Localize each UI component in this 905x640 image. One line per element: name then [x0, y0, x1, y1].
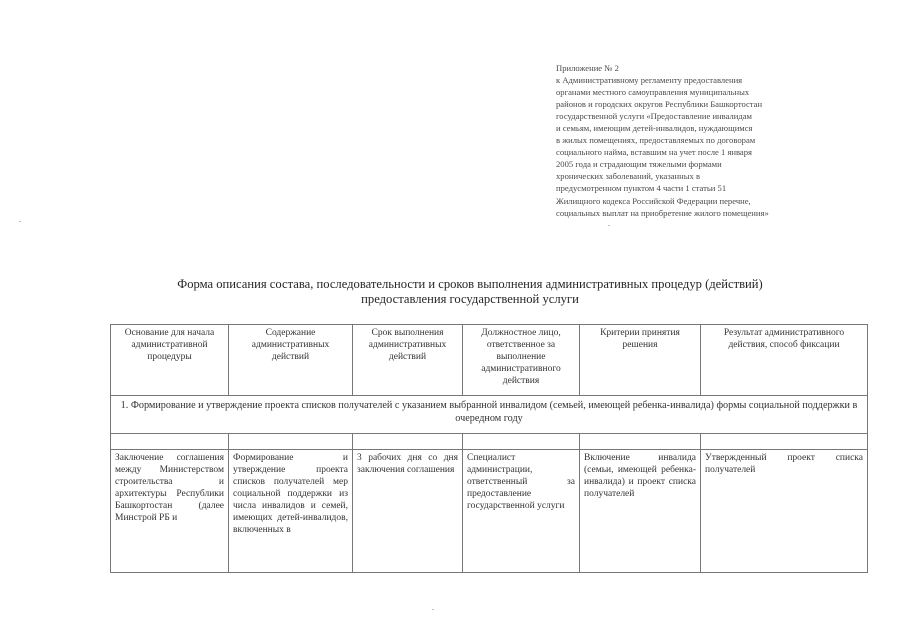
scan-speck	[432, 609, 434, 610]
spacer-row	[111, 434, 868, 450]
cell-result: Утвержденный проект списка получателей	[701, 450, 868, 573]
header-deadline: Срок выполнения административных действий	[353, 325, 463, 396]
header-result: Результат административного действия, способ фиксации	[701, 325, 868, 396]
cell-official: Специалист администрации, ответственный за предоставление государственной услуги	[463, 450, 580, 573]
cell-deadline: 3 рабочих дня со дня заключения соглашения	[353, 450, 463, 573]
scan-speck	[19, 221, 21, 222]
cell-basis: Заключение соглашения между Министерством строительства и архитектуры Республики Башкортостан (далее Минстрой РБ и	[111, 450, 229, 573]
procedures-table	[110, 324, 868, 573]
cell-content: Формирование и утверждение проекта списков получателей мер социальной поддержки из числа инвалидов и семей, имеющих детей-инвалидов, включенных в	[229, 450, 353, 573]
header-basis: Основание для начала административной процедуры	[111, 325, 229, 396]
header-official: Должностное лицо, ответственное за выполнение административного действия	[463, 325, 580, 396]
page-title: Форма описания состава, последовательности и сроков выполнения административных процедур (действий) предоставления государственной услуги	[177, 277, 763, 306]
header-criteria: Критерии принятия решения	[580, 325, 701, 396]
table-header-row	[111, 325, 868, 396]
table-row	[111, 450, 868, 573]
section-row	[111, 396, 868, 434]
scan-speck	[608, 225, 610, 226]
header-content: Содержание административных действий	[229, 325, 353, 396]
cell-criteria: Включение инвалида (семьи, имеющей ребенка-инвалида) и проект списка получателей	[580, 450, 701, 573]
annex-note: Приложение № 2 к Административному регламенту предоставления органами местного самоуправления муниципальных районов и городских округов Республики Башкортостан государственной услуги «Предоставление инвалидам и семьям, имеющим детей-инвалидов, нуждающимся в жилых помещениях, предоставляемых по договорам социального найма, вставшим на учет после 1 января 2005 года и страдающим тяжелыми формами хронических заболеваний, указанных в предусмотренном пунктом 4 части 1 статьи 51 Жилищного кодекса Российской Федерации перечне, социальных выплат на приобретение жилого помещения»	[556, 63, 769, 218]
section-title: 1. Формирование и утверждение проекта списков получателей с указанием выбранной инвалидом (семьей, имеющей ребенка-инвалида) формы социальной поддержки в очередном году	[111, 396, 868, 434]
